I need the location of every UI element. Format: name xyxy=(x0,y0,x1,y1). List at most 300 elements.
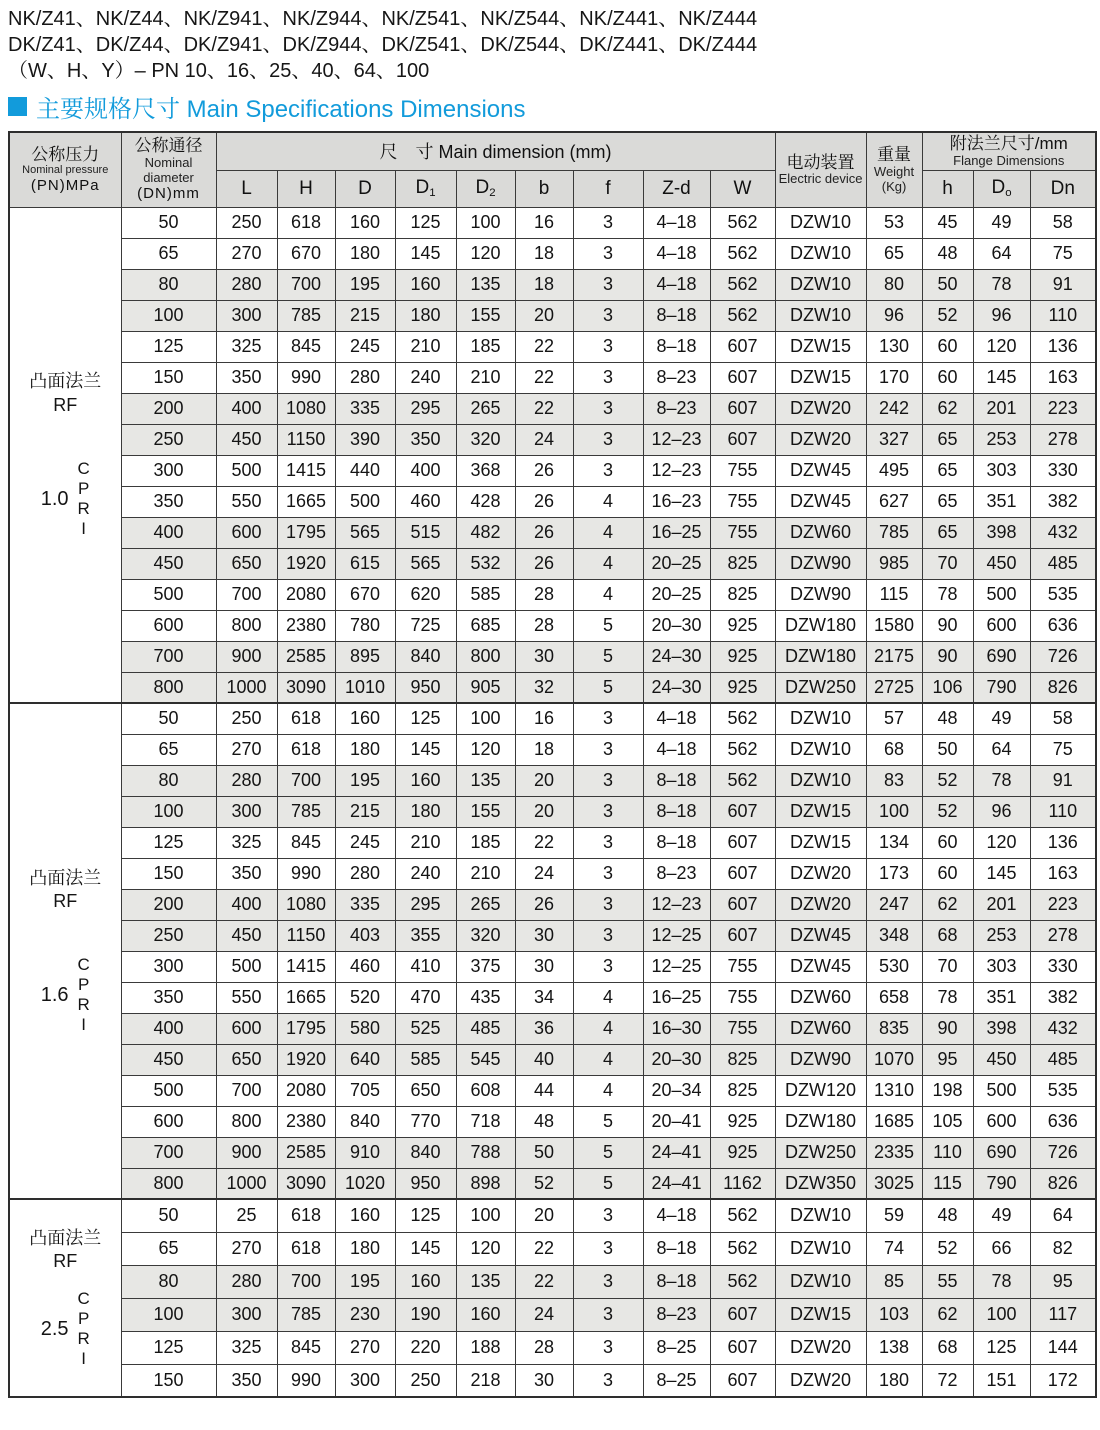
cell-H: 3090 xyxy=(277,1168,335,1199)
cell-device: DZW10 xyxy=(775,1265,866,1298)
spec-row-pn1.6-dn50 xyxy=(9,703,1096,734)
cell-D1: 210 xyxy=(395,827,456,858)
spec-row-pn1.0-dn150 xyxy=(9,362,1096,393)
cell-D2: 210 xyxy=(456,858,515,889)
cell-W: 755 xyxy=(710,1013,775,1044)
cell-dn: 600 xyxy=(121,1106,216,1137)
cell-weight: 985 xyxy=(866,548,922,579)
cell-W: 562 xyxy=(710,1265,775,1298)
cell-f: 3 xyxy=(573,1298,643,1331)
flange-dimensions-zh: 附法兰尺寸/mm xyxy=(949,134,1068,154)
cell-weight: 1685 xyxy=(866,1106,922,1137)
cell-H: 1415 xyxy=(277,455,335,486)
cell-D2: 898 xyxy=(456,1168,515,1199)
cell-L: 300 xyxy=(216,300,277,331)
cell-L: 900 xyxy=(216,1137,277,1168)
cell-Dn: 432 xyxy=(1030,517,1096,548)
cell-b: 20 xyxy=(515,1199,573,1232)
cell-Z-d: 4–18 xyxy=(643,207,710,238)
cell-Do: 690 xyxy=(973,1137,1030,1168)
cell-D2: 320 xyxy=(456,920,515,951)
cell-h: 48 xyxy=(922,1199,973,1232)
cell-D: 160 xyxy=(335,207,395,238)
cell-weight: 242 xyxy=(866,393,922,424)
cell-L: 270 xyxy=(216,238,277,269)
cell-L: 1000 xyxy=(216,672,277,703)
cell-f: 5 xyxy=(573,672,643,703)
cell-H: 990 xyxy=(277,362,335,393)
cell-weight: 2725 xyxy=(866,672,922,703)
cell-h: 62 xyxy=(922,889,973,920)
cell-D1: 240 xyxy=(395,362,456,393)
spec-row-pn1.0-dn600 xyxy=(9,610,1096,641)
spec-row-pn1.6-dn200 xyxy=(9,889,1096,920)
spec-row-pn1.6-dn300 xyxy=(9,951,1096,982)
cell-Dn: 223 xyxy=(1030,393,1096,424)
weight-en: Weight xyxy=(873,163,915,179)
col-header-nominal-diameter xyxy=(121,132,216,207)
cell-Do: 253 xyxy=(973,920,1030,951)
cell-h: 95 xyxy=(922,1044,973,1075)
cell-b: 22 xyxy=(515,362,573,393)
cell-h: 198 xyxy=(922,1075,973,1106)
cell-Do: 64 xyxy=(973,734,1030,765)
col-header-Do: $D_o$ xyxy=(973,170,1030,207)
cell-D: 270 xyxy=(335,1331,395,1364)
cell-D: 705 xyxy=(335,1075,395,1106)
cell-Dn: 172 xyxy=(1030,1364,1096,1397)
cell-D2: 718 xyxy=(456,1106,515,1137)
cell-Do: 303 xyxy=(973,951,1030,982)
col-header-D2: $D_2$ xyxy=(456,170,515,207)
cell-device: DZW90 xyxy=(775,1044,866,1075)
cell-D2: 532 xyxy=(456,548,515,579)
cell-h: 115 xyxy=(922,1168,973,1199)
cell-device: DZW45 xyxy=(775,455,866,486)
cell-D: 215 xyxy=(335,300,395,331)
spec-row-pn1.6-dn400 xyxy=(9,1013,1096,1044)
cell-h: 60 xyxy=(922,827,973,858)
cell-L: 325 xyxy=(216,827,277,858)
series-letter: P xyxy=(77,1309,90,1329)
cell-f: 5 xyxy=(573,1106,643,1137)
cell-Z-d: 4–18 xyxy=(643,269,710,300)
cell-h: 50 xyxy=(922,734,973,765)
cell-f: 3 xyxy=(573,1265,643,1298)
cell-H: 670 xyxy=(277,238,335,269)
flange-type-label: 凸面法兰 RF xyxy=(29,1227,102,1271)
cell-D: 230 xyxy=(335,1298,395,1331)
cell-dn: 100 xyxy=(121,1298,216,1331)
cell-h: 72 xyxy=(922,1364,973,1397)
spec-row-pn1.0-dn300 xyxy=(9,455,1096,486)
cell-D2: 545 xyxy=(456,1044,515,1075)
series-letter: C xyxy=(77,955,90,975)
cell-h: 70 xyxy=(922,951,973,982)
cell-D2: 100 xyxy=(456,1199,515,1232)
cell-D1: 190 xyxy=(395,1298,456,1331)
spec-row-pn1.6-dn600 xyxy=(9,1106,1096,1137)
cell-b: 48 xyxy=(515,1106,573,1137)
cell-dn: 100 xyxy=(121,796,216,827)
cell-Dn: 432 xyxy=(1030,1013,1096,1044)
cell-weight: 138 xyxy=(866,1331,922,1364)
cell-Do: 500 xyxy=(973,1075,1030,1106)
cell-D1: 180 xyxy=(395,796,456,827)
cell-b: 20 xyxy=(515,796,573,827)
cell-Dn: 163 xyxy=(1030,858,1096,889)
cell-Dn: 726 xyxy=(1030,641,1096,672)
cell-dn: 500 xyxy=(121,579,216,610)
cell-W: 562 xyxy=(710,1232,775,1265)
cell-b: 26 xyxy=(515,486,573,517)
cell-H: 618 xyxy=(277,207,335,238)
spec-row-pn1.0-dn65 xyxy=(9,238,1096,269)
cell-H: 618 xyxy=(277,703,335,734)
cell-D1: 515 xyxy=(395,517,456,548)
series-letter: R xyxy=(77,499,90,519)
cell-Z-d: 16–23 xyxy=(643,486,710,517)
spec-row-pn1.6-dn100 xyxy=(9,796,1096,827)
nominal-diameter-en1: Nominal xyxy=(144,154,193,170)
cell-L: 280 xyxy=(216,269,277,300)
cell-D: 780 xyxy=(335,610,395,641)
cell-Z-d: 8–23 xyxy=(643,362,710,393)
cell-D1: 125 xyxy=(395,207,456,238)
cell-Do: 78 xyxy=(973,765,1030,796)
cell-device: DZW20 xyxy=(775,858,866,889)
cell-H: 1665 xyxy=(277,982,335,1013)
cell-b: 28 xyxy=(515,579,573,610)
cell-weight: 627 xyxy=(866,486,922,517)
cell-Dn: 82 xyxy=(1030,1232,1096,1265)
cell-b: 24 xyxy=(515,424,573,455)
cell-H: 990 xyxy=(277,858,335,889)
cell-f: 3 xyxy=(573,951,643,982)
cell-W: 825 xyxy=(710,1044,775,1075)
cell-D2: 265 xyxy=(456,393,515,424)
cell-Dn: 330 xyxy=(1030,951,1096,982)
cell-Z-d: 16–25 xyxy=(643,517,710,548)
cell-device: DZW60 xyxy=(775,517,866,548)
cell-D2: 100 xyxy=(456,207,515,238)
cell-H: 845 xyxy=(277,1331,335,1364)
cell-H: 785 xyxy=(277,796,335,827)
cell-f: 4 xyxy=(573,1013,643,1044)
cell-h: 62 xyxy=(922,393,973,424)
cell-L: 500 xyxy=(216,951,277,982)
cell-Z-d: 16–25 xyxy=(643,982,710,1013)
cell-D2: 218 xyxy=(456,1364,515,1397)
cell-weight: 80 xyxy=(866,269,922,300)
cell-Z-d: 8–25 xyxy=(643,1331,710,1364)
cell-b: 52 xyxy=(515,1168,573,1199)
cell-dn: 450 xyxy=(121,548,216,579)
cell-weight: 785 xyxy=(866,517,922,548)
cell-Dn: 117 xyxy=(1030,1298,1096,1331)
cell-Dn: 382 xyxy=(1030,982,1096,1013)
cell-Do: 600 xyxy=(973,1106,1030,1137)
cell-W: 755 xyxy=(710,951,775,982)
cell-Dn: 278 xyxy=(1030,920,1096,951)
cell-b: 36 xyxy=(515,1013,573,1044)
cell-D2: 155 xyxy=(456,796,515,827)
cell-device: DZW90 xyxy=(775,579,866,610)
cell-H: 2380 xyxy=(277,1106,335,1137)
weight-zh: 重量 xyxy=(877,145,912,165)
cell-weight: 835 xyxy=(866,1013,922,1044)
cell-h: 70 xyxy=(922,548,973,579)
cell-D: 440 xyxy=(335,455,395,486)
col-header-b: b xyxy=(515,170,573,207)
cell-b: 22 xyxy=(515,393,573,424)
cell-h: 52 xyxy=(922,765,973,796)
cell-D2: 375 xyxy=(456,951,515,982)
model-codes-line-1: NK/Z41、NK/Z44、NK/Z941、NK/Z944、NK/Z541、NK/Z544、NK/Z441、NK/Z444 xyxy=(8,8,758,30)
cell-Do: 398 xyxy=(973,517,1030,548)
cell-D1: 355 xyxy=(395,920,456,951)
cell-device: DZW10 xyxy=(775,1232,866,1265)
cell-H: 618 xyxy=(277,734,335,765)
series-letter: I xyxy=(81,519,87,539)
cell-D2: 120 xyxy=(456,734,515,765)
cell-device: DZW20 xyxy=(775,424,866,455)
cell-Do: 201 xyxy=(973,889,1030,920)
cell-Do: 66 xyxy=(973,1232,1030,1265)
flange-type-label: 凸面法兰 RF xyxy=(29,371,102,415)
series-letter: R xyxy=(77,1329,90,1349)
cell-W: 755 xyxy=(710,486,775,517)
cell-Do: 600 xyxy=(973,610,1030,641)
cell-H: 1080 xyxy=(277,889,335,920)
cell-f: 3 xyxy=(573,796,643,827)
cell-f: 4 xyxy=(573,548,643,579)
cell-Z-d: 12–23 xyxy=(643,424,710,455)
cell-Dn: 163 xyxy=(1030,362,1096,393)
cell-Z-d: 20–25 xyxy=(643,548,710,579)
cell-device: DZW120 xyxy=(775,1075,866,1106)
cell-D: 280 xyxy=(335,362,395,393)
electric-device-zh: 电动装置 xyxy=(786,152,855,172)
cell-L: 325 xyxy=(216,1331,277,1364)
cell-dn: 125 xyxy=(121,827,216,858)
series-letter: R xyxy=(77,995,90,1015)
cell-weight: 1070 xyxy=(866,1044,922,1075)
cell-D: 500 xyxy=(335,486,395,517)
cell-Dn: 330 xyxy=(1030,455,1096,486)
series-letter: P xyxy=(77,479,90,499)
spec-row-pn2.5-dn100 xyxy=(9,1298,1096,1331)
cell-b: 18 xyxy=(515,269,573,300)
cell-D2: 320 xyxy=(456,424,515,455)
series-letters xyxy=(78,955,90,1035)
cell-h: 68 xyxy=(922,1331,973,1364)
cell-Dn: 110 xyxy=(1030,300,1096,331)
cell-f: 4 xyxy=(573,982,643,1013)
cell-dn: 350 xyxy=(121,486,216,517)
cell-dn: 150 xyxy=(121,1364,216,1397)
cell-device: DZW15 xyxy=(775,1298,866,1331)
series-letter: I xyxy=(81,1015,87,1035)
cell-W: 562 xyxy=(710,1199,775,1232)
cell-D2: 485 xyxy=(456,1013,515,1044)
cell-Dn: 64 xyxy=(1030,1199,1096,1232)
pressure-value: 1.6 xyxy=(40,983,69,1006)
cell-f: 5 xyxy=(573,610,643,641)
cell-Do: 790 xyxy=(973,672,1030,703)
cell-device: DZW15 xyxy=(775,796,866,827)
cell-b: 20 xyxy=(515,300,573,331)
cell-W: 607 xyxy=(710,858,775,889)
cell-h: 65 xyxy=(922,455,973,486)
cell-device: DZW10 xyxy=(775,703,866,734)
cell-Dn: 535 xyxy=(1030,1075,1096,1106)
cell-L: 700 xyxy=(216,579,277,610)
spec-row-pn2.5-dn65 xyxy=(9,1232,1096,1265)
cell-H: 990 xyxy=(277,1364,335,1397)
col-header-weight xyxy=(866,132,922,207)
cell-device: DZW10 xyxy=(775,238,866,269)
cell-Do: 100 xyxy=(973,1298,1030,1331)
cell-dn: 125 xyxy=(121,331,216,362)
cell-Dn: 636 xyxy=(1030,610,1096,641)
cell-h: 105 xyxy=(922,1106,973,1137)
cell-L: 250 xyxy=(216,703,277,734)
cell-device: DZW60 xyxy=(775,982,866,1013)
spec-row-pn2.5-dn150 xyxy=(9,1364,1096,1397)
cell-f: 3 xyxy=(573,703,643,734)
cell-weight: 59 xyxy=(866,1199,922,1232)
cell-Do: 690 xyxy=(973,641,1030,672)
flange-type-label: 凸面法兰 RF xyxy=(29,867,102,911)
cell-W: 562 xyxy=(710,703,775,734)
cell-dn: 300 xyxy=(121,455,216,486)
cell-W: 562 xyxy=(710,734,775,765)
cell-b: 16 xyxy=(515,703,573,734)
cell-weight: 68 xyxy=(866,734,922,765)
cell-Do: 201 xyxy=(973,393,1030,424)
cell-weight: 2335 xyxy=(866,1137,922,1168)
cell-D: 280 xyxy=(335,858,395,889)
cell-D1: 145 xyxy=(395,238,456,269)
cell-W: 825 xyxy=(710,579,775,610)
cell-f: 3 xyxy=(573,393,643,424)
cell-D: 245 xyxy=(335,331,395,362)
col-header-h: h xyxy=(922,170,973,207)
cell-Z-d: 8–18 xyxy=(643,300,710,331)
cell-b: 22 xyxy=(515,1265,573,1298)
pressure-label-wrap xyxy=(10,867,121,1036)
cell-device: DZW45 xyxy=(775,951,866,982)
col-header-Dn: Dn xyxy=(1030,170,1096,207)
cell-weight: 495 xyxy=(866,455,922,486)
cell-H: 2380 xyxy=(277,610,335,641)
cell-dn: 800 xyxy=(121,1168,216,1199)
cell-H: 700 xyxy=(277,1265,335,1298)
cell-b: 50 xyxy=(515,1137,573,1168)
cell-Z-d: 24–30 xyxy=(643,641,710,672)
cell-W: 607 xyxy=(710,424,775,455)
cell-f: 3 xyxy=(573,734,643,765)
cell-device: DZW20 xyxy=(775,889,866,920)
cell-L: 550 xyxy=(216,486,277,517)
cell-D: 160 xyxy=(335,703,395,734)
cell-D1: 840 xyxy=(395,1137,456,1168)
cell-dn: 50 xyxy=(121,207,216,238)
cell-weight: 115 xyxy=(866,579,922,610)
cell-dn: 400 xyxy=(121,517,216,548)
spec-row-pn2.5-dn125 xyxy=(9,1331,1096,1364)
cell-h: 78 xyxy=(922,982,973,1013)
cell-D: 670 xyxy=(335,579,395,610)
cell-L: 600 xyxy=(216,517,277,548)
cell-Dn: 485 xyxy=(1030,548,1096,579)
cell-Dn: 382 xyxy=(1030,486,1096,517)
cell-D1: 725 xyxy=(395,610,456,641)
cell-dn: 250 xyxy=(121,920,216,951)
cell-b: 22 xyxy=(515,1232,573,1265)
cell-f: 3 xyxy=(573,1331,643,1364)
cell-Do: 151 xyxy=(973,1364,1030,1397)
col-group-flange-dimensions xyxy=(922,132,1096,170)
cell-H: 1920 xyxy=(277,1044,335,1075)
cell-dn: 65 xyxy=(121,238,216,269)
cell-D1: 950 xyxy=(395,672,456,703)
cell-D2: 435 xyxy=(456,982,515,1013)
cell-Dn: 91 xyxy=(1030,765,1096,796)
pressure-section-label-1.0 xyxy=(9,207,121,703)
spec-row-pn1.0-dn350 xyxy=(9,486,1096,517)
cell-b: 28 xyxy=(515,1331,573,1364)
cell-Dn: 58 xyxy=(1030,703,1096,734)
cell-D: 580 xyxy=(335,1013,395,1044)
cell-Dn: 75 xyxy=(1030,734,1096,765)
cell-D1: 770 xyxy=(395,1106,456,1137)
cell-weight: 3025 xyxy=(866,1168,922,1199)
cell-dn: 80 xyxy=(121,1265,216,1298)
cell-H: 2585 xyxy=(277,1137,335,1168)
cell-H: 2585 xyxy=(277,641,335,672)
pn-range-line: （W、H、Y）– PN 10、16、25、40、64、100 xyxy=(8,60,430,82)
cell-D1: 145 xyxy=(395,1232,456,1265)
cell-h: 52 xyxy=(922,300,973,331)
cell-h: 68 xyxy=(922,920,973,951)
cell-h: 106 xyxy=(922,672,973,703)
nominal-diameter-en2: diameter xyxy=(143,169,194,185)
cell-weight: 96 xyxy=(866,300,922,331)
cell-weight: 65 xyxy=(866,238,922,269)
cell-h: 55 xyxy=(922,1265,973,1298)
cell-D: 195 xyxy=(335,765,395,796)
section-marker-icon xyxy=(8,97,27,116)
cell-Do: 253 xyxy=(973,424,1030,455)
cell-b: 16 xyxy=(515,207,573,238)
cell-device: DZW20 xyxy=(775,1331,866,1364)
cell-W: 925 xyxy=(710,1137,775,1168)
cell-Z-d: 20–34 xyxy=(643,1075,710,1106)
cell-Do: 145 xyxy=(973,858,1030,889)
cell-W: 607 xyxy=(710,393,775,424)
pressure-row xyxy=(41,955,90,1035)
spec-row-pn1.6-dn700 xyxy=(9,1137,1096,1168)
series-letters xyxy=(78,1289,90,1369)
cell-Do: 125 xyxy=(973,1331,1030,1364)
cell-Z-d: 4–18 xyxy=(643,1199,710,1232)
cell-D1: 585 xyxy=(395,1044,456,1075)
cell-L: 25 xyxy=(216,1199,277,1232)
cell-Do: 450 xyxy=(973,548,1030,579)
cell-D2: 155 xyxy=(456,300,515,331)
